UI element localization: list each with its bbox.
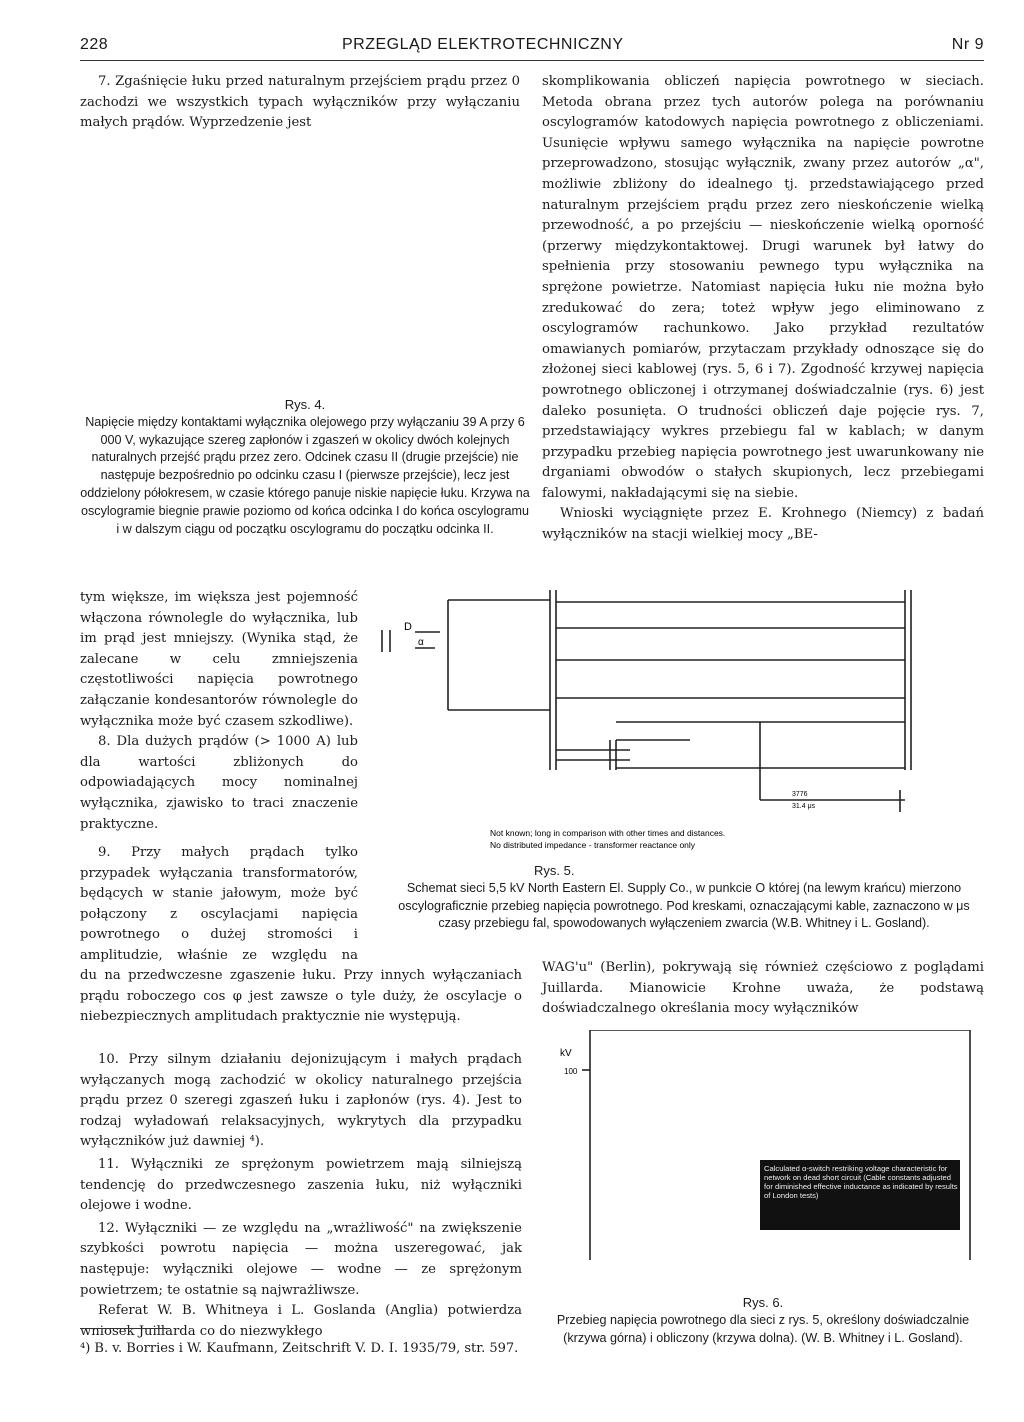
paragraph-9-start <box>80 843 358 966</box>
left-top-text <box>80 72 520 134</box>
footnote: ⁴) B. v. Borries i W. Kaufmann, Zeitschrift V. D. I. 1935/79, str. 597. <box>80 1341 519 1356</box>
switch-label: D <box>404 621 412 633</box>
left-mid-text <box>80 588 358 835</box>
figure-6-plot <box>560 1030 980 1270</box>
paragraph-referat: Referat W. B. Whitneya i L. Goslanda (Anglia) potwierdza wniosek Juillarda co do niezwykłego <box>80 1303 522 1339</box>
right-paragraph-3: WAG'u" (Berlin), pokrywają się również częściowo z poglądami Juillarda. Mianowicie Krohne uważa, że podstawą doświadczalnego określania mocy wyłączników <box>542 960 984 1017</box>
figure-4-caption-block <box>80 396 530 538</box>
right-paragraph-2: Wnioski wyciągnięte przez E. Krohnego (Niemcy) z badań wyłączników na stacji wielkiej mocy „BE- <box>542 506 984 543</box>
figure-6-caption: Przebieg napięcia powrotnego dla sieci z rys. 5, określony doświadczalnie (krzywa górna) i obliczony (krzywa dolna). (W. B. Whitney i L. Gosland). <box>556 1312 970 1345</box>
left-lower-text <box>80 966 522 1342</box>
paragraph-8: 8. Dla dużych prądów (> 1000 A) lub dla wartości zbliżonych do odpowiadających mocy nominalnej wyłącznika, zjawisko to traci znaczenie praktyczne. <box>80 734 358 832</box>
figure-5-caption: Schemat sieci 5,5 kV North Eastern El. Supply Co., w punkcie O której (na lewym krańcu) mierzono oscylograficznie przebieg napięcia powrotnego. Pod kreskami, oznaczającymi kable, zaznaczono w μs czasy przebiegu fal, spowodowanych wyłączeniem zwarcia (W.B. Whitney i L. Gosland). <box>398 880 970 931</box>
network-lines <box>382 590 911 812</box>
running-head <box>80 36 984 61</box>
figure-5-label: Rys. 5. <box>534 863 575 878</box>
paragraph-9-end: du na przedwczesne zgaszenie łuku. Przy innych wyłączaniach prądu roboczego cos φ jest zawsze o tyle duży, że oscylacje o niebezpiecznych amplitudach praktycznie nie występują. <box>80 968 522 1025</box>
dim-label: 3776 <box>792 791 808 798</box>
journal-title: PRZEGLĄD ELEKTROTECHNICZNY <box>342 36 624 53</box>
fig5-note-1: Not known; long in comparison with other times and distances. <box>490 828 726 838</box>
figure-5-schematic <box>360 590 984 850</box>
paragraph-10: 10. Przy silnym działaniu dejonizującym i małych prądach wyłączanych mogą zachodzić w okolicy naturalnego przejścia prądu przez 0 szeregi zgaszeń łuku i zapłonów (rys. 4). Jest to rodzaj wyładowań relaksacyjnych, wykrytych dla przypadku wyłączników już dawniej ⁴). <box>80 1052 522 1150</box>
paragraph-cont: tym większe, im większa jest pojemność włączona równolegle do wyłącznika, lub im prąd jest mniejszy. (Wynika stąd, że zalecane w celu zmniejszenia częstotliwości napięcia powrotnego załączanie kondesantorów równolegle do wyłącznika może być czasem szkodliwe). <box>80 590 358 729</box>
figure-5-caption-block <box>384 862 984 933</box>
paragraph-11: 11. Wyłączniki ze sprężonym powietrzem mają silniejszą tendencję do przedwczesnego zaszenia łuku, niż wyłączniki olejowe i wodne. <box>80 1156 522 1214</box>
footnote-rule <box>80 1328 170 1329</box>
page-number: 228 <box>80 36 109 53</box>
right-top-text <box>542 72 984 546</box>
switch-label-alpha: α <box>418 637 424 648</box>
figure-6-caption-block <box>542 1294 984 1347</box>
fig5-note-2: No distributed impedance - transformer reactance only <box>490 840 696 850</box>
figure-6-label: Rys. 6. <box>742 1295 784 1310</box>
right-mid-text <box>542 958 984 1020</box>
issue-number: Nr 9 <box>951 36 984 53</box>
fig6-legend-text: Calculated α-switch restriking voltage characteristic for network on dead short circuit (Cable constants adjusted for diminished effective inductance as indicated by results of London tests) <box>764 1164 958 1200</box>
fig6-axis-tick: 100 <box>564 1067 578 1076</box>
figure-4-label: Rys. 4. <box>284 397 326 412</box>
fig6-axis-label: kV <box>560 1048 572 1059</box>
right-paragraph-1: skomplikowania obliczeń napięcia powrotnego w sieciach. Metoda obrana przez tych autorów polega na porównaniu oscylogramów katodowych napięcia powrotnego z obliczeniami. Usunięcie wpływu samego wyłącznika na napięcie powrotne przeprowadzono, stosując wyłącznik, zwany przez autorów „α", możliwie zbliżony do idealnego tj. przedstawiającego przed naturalnym przejściem prądu przez zero nieskończenie wielką przewodność, a po przejściu — nieskończenie wielką oporność (przerwy międzykontaktowej. Drugi warunek był łatwy do spełnienia przy stosowaniu pewnego typu wyłącznika na sprężone powietrze. Natomiast napięcia łuku nie można było zredukować do zera; toteż wpływ jego eliminowano z oscylogramów rachunkowo. Jako przykład rezultatów omawianych pomiarów, przytaczam przykłady odnoszące się do złożonej sieci kablowej (rys. 5, 6 i 7). Zgodność krzywej napięcia powrotnego obliczonej i otrzymanej doświadczalnie (rys. 6) jest daleko posunięta. O trudności obliczeń daje pojęcie rys. 7, przedstawiający wykres przebiegu fal w kablach; w danym przypadku przebieg napięcia powrotnego jest uwarunkowany nie drganiami obwodów o stałych skupionych, lecz przebiegami falowymi, nakładającymi się na siebie. <box>542 74 984 501</box>
figure-4-area <box>80 140 520 390</box>
figure-4-caption: Napięcie między kontaktami wyłącznika olejowego przy wyłączaniu 39 A przy 6 000 V, wykazujące szereg zapłonów i zgaszeń w okolicy dwóch kolejnych naturalnych przejść prądu przez zero. Odcinek czasu II (drugie przejście) nie następuje bezpośrednio po odcinku czasu I (pierwsze przejście), lecz jest oddzielony półokresem, w czasie którego panuje niskie napięcie łuku. Krzywa na oscylogramie biegnie prawie poziomo od końca odcinka I do końca oscylogramu i w dalszym ciągu od początku oscylogramu do początku odcinka II. <box>80 414 530 536</box>
dim-label-2: 31.4 μs <box>792 803 816 810</box>
paragraph-9: 9. Przy małych prądach tylko przypadek wyłączania transformatorów, będących w stanie jałowym, może być połączony z oscylacjami napięcia powrotnego o dużej stromości i amplitudzie, właśnie ze względu na <box>80 845 358 963</box>
paragraph-12: 12. Wyłączniki — ze względu na „wrażliwość" na zwiększenie szybkości powrotu napięcia — można uszeregować, jak następuje: wyłączniki olejowe — wodne — ze sprężonym powietrzem; te ostatnie są najwrażliwsze. <box>80 1220 522 1298</box>
paragraph-7: 7. Zgaśnięcie łuku przed naturalnym przejściem prądu przez 0 zachodzi we wszystkich typach wyłączników przy wyłączaniu małych prądów. Wyprzedzenie jest <box>80 74 520 131</box>
